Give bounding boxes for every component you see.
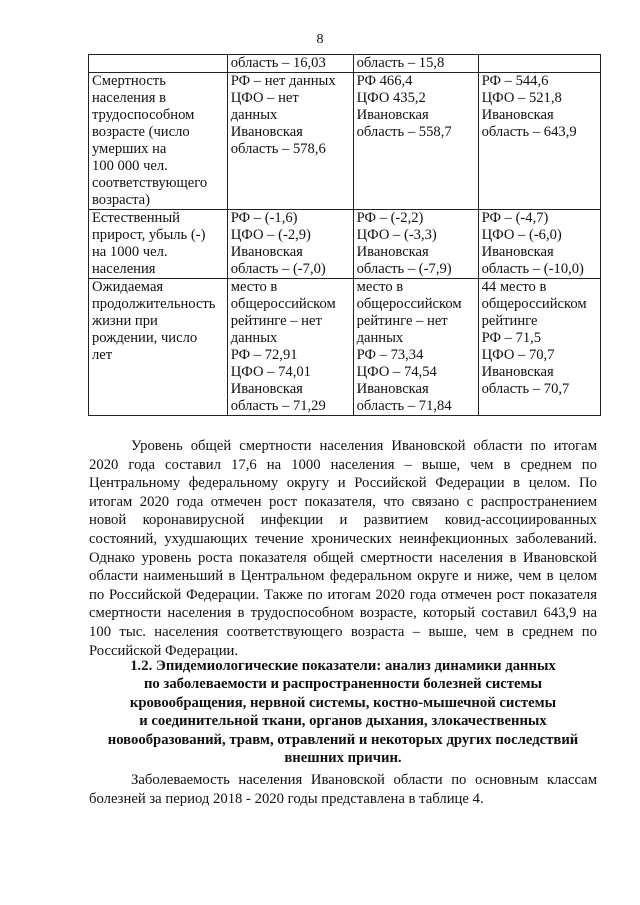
- table-cell: [478, 55, 600, 73]
- statistics-table: [88, 54, 601, 416]
- table-cell: РФ – (-4,7) ЦФО – (-6,0) Ивановская область – (-10,0): [478, 210, 600, 279]
- table-row: [89, 279, 601, 416]
- table-cell: область – 16,03: [227, 55, 353, 73]
- table-cell: РФ – (-2,2) ЦФО – (-3,3) Ивановская область – (-7,9): [353, 210, 478, 279]
- table-cell: место в общероссийском рейтинге – нет данных РФ – 73,34 ЦФО – 74,54 Ивановская область – 71,84: [353, 279, 478, 416]
- table-cell: РФ – (-1,6) ЦФО – (-2,9) Ивановская область – (-7,0): [227, 210, 353, 279]
- page-number: 8: [316, 32, 324, 47]
- table-cell: Естественный прирост, убыль (-) на 1000 чел. населения: [89, 210, 228, 279]
- table-row: [89, 73, 601, 210]
- table-cell: 44 место в общероссийском рейтинге РФ – 71,5 ЦФО – 70,7 Ивановская область – 70,7: [478, 279, 600, 416]
- morbidity-paragraph: Заболеваемость населения Ивановской области по основным классам болезней за период 2018 - 2020 годы представлена в таблице 4.: [89, 772, 597, 807]
- table-cell: РФ – нет данных ЦФО – нет данных Ивановская область – 578,6: [227, 73, 353, 210]
- table-cell: Ожидаемая продолжительность жизни при рождении, число лет: [89, 279, 228, 416]
- table-cell: [89, 55, 228, 73]
- table-cell: РФ – 544,6 ЦФО – 521,8 Ивановская область – 643,9: [478, 73, 600, 210]
- section-heading: 1.2. Эпидемиологические показатели: анализ динамики данных по заболеваемости и распространенности болезней системы кровообращения, нервной системы, костно-мышечной системы и соединительной ткани, органов дыхания, злокачественных новообразований, травм, отравлений и некоторых других последствий внешних причин.: [107, 658, 579, 767]
- table-row: [89, 210, 601, 279]
- table-cell: место в общероссийском рейтинге – нет данных РФ – 72,91 ЦФО – 74,01 Ивановская область – 71,29: [227, 279, 353, 416]
- mortality-paragraph: Уровень общей смертности населения Ивановской области по итогам 2020 года составил 17,6 на 1000 населения – выше, чем в среднем по Центральному федеральному округу и Российской Федерации в целом. По итогам 2020 года отмечен рост показателя, что связано с распространением новой коронавирусной инфекции и развитием ковид-ассоциированных состояний, ухудшающих течение хронических неинфекционных заболеваний. Однако уровень роста показателя общей смертности населения в Ивановской области наименьший в Центральном федеральном округе и ниже, чем в целом по Российской Федерации. Также по итогам 2020 года отмечен рост показателя смертности населения в трудоспособном возрасте, который составил 643,9 на 100 тыс. населения соответствующего возраста – выше, чем в среднем по Российской Федерации.: [89, 438, 597, 659]
- table-cell: область – 15,8: [353, 55, 478, 73]
- table-cell: РФ 466,4 ЦФО 435,2 Ивановская область – 558,7: [353, 73, 478, 210]
- table-row: [89, 55, 601, 73]
- table-cell: Смертность населения в трудоспособном возрасте (число умерших на 100 000 чел. соответствующего возраста): [89, 73, 228, 210]
